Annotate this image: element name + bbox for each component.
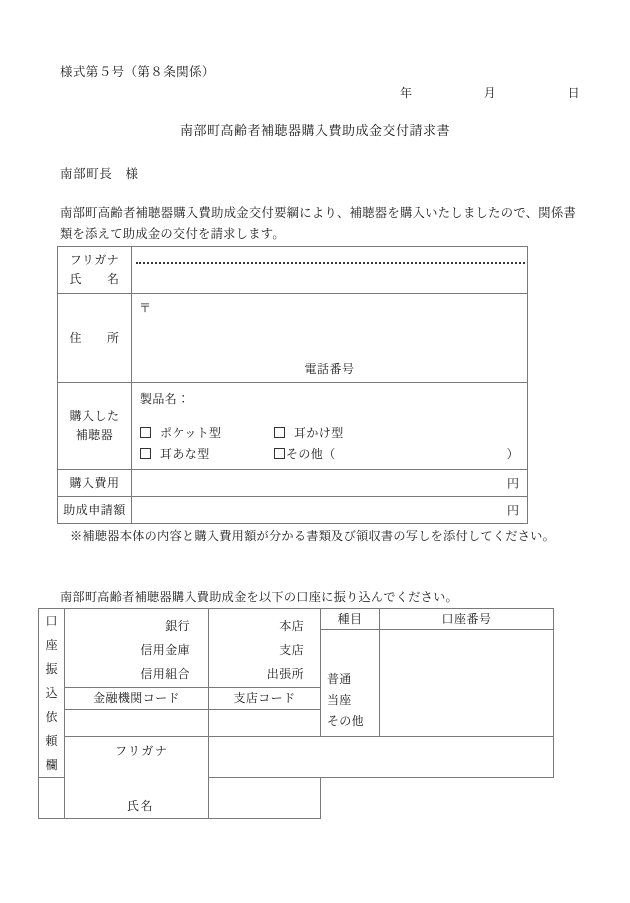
checkbox-row-1 xyxy=(140,422,521,443)
branch-name-cell[interactable] xyxy=(209,609,321,688)
date-entry-line xyxy=(400,84,580,101)
device-label-line1: 購入した xyxy=(69,409,120,423)
holder-furigana-label: フリガナ xyxy=(115,744,169,758)
address-label-cell xyxy=(58,294,132,383)
account-kind-options xyxy=(327,669,364,732)
checkbox-icon[interactable] xyxy=(140,427,151,438)
bank-transfer-intro: 南部町高齢者補聴器購入費助成金を以下の口座に振り込んでください。 xyxy=(60,590,458,604)
vertical-char: 込 xyxy=(45,686,58,700)
intro-paragraph: 南部町高齢者補聴器購入費助成金交付要綱により、補聴器を購入いたしましたので、関係書類を添えて助成金の交付を請求します。 xyxy=(60,206,576,241)
table-row-name xyxy=(58,247,528,294)
holder-furigana-input-cell[interactable] xyxy=(209,737,554,778)
account-number-header: 口座番号 xyxy=(380,609,553,630)
telephone-label: 電話番号 xyxy=(304,362,355,376)
account-kind-other[interactable]: その他 xyxy=(327,714,364,728)
account-kind-header: 種目 xyxy=(321,609,379,630)
bank-transfer-table xyxy=(38,608,554,819)
device-label-line2: 補聴器 xyxy=(75,428,114,442)
addressee: 南部町長 様 xyxy=(60,167,139,181)
bank-row-institution xyxy=(39,609,554,688)
checkbox-icon[interactable] xyxy=(274,448,285,459)
holder-label-cell xyxy=(65,737,209,819)
bank-section-vertical-label xyxy=(39,609,65,778)
checkbox-label: その他（ xyxy=(286,447,336,461)
page-title: 南部町高齢者補聴器購入費助成金交付請求書 xyxy=(179,123,450,138)
account-kind-ordinary[interactable]: 普通 xyxy=(327,672,352,686)
vertical-char: 欄 xyxy=(45,758,58,772)
postal-code-icon: 〒 xyxy=(139,301,152,315)
table-row-address xyxy=(58,294,528,383)
date-day-label: 日 xyxy=(567,86,580,100)
purchase-cost-input-cell[interactable] xyxy=(132,470,528,497)
branch-type-sub-branch[interactable]: 出張所 xyxy=(266,667,304,681)
subsidy-request-input-cell[interactable] xyxy=(132,497,528,524)
applicant-table xyxy=(57,246,528,524)
branch-code-label-cell: 支店コード xyxy=(209,688,321,710)
branch-type-branch[interactable]: 支店 xyxy=(279,643,304,657)
checkbox-label: 耳あな型 xyxy=(160,447,210,461)
checkbox-row-2 xyxy=(140,443,521,464)
subsidy-request-label: 助成申請額 xyxy=(63,502,126,517)
checkbox-option-behind-ear[interactable] xyxy=(274,424,521,441)
other-paren-close: ） xyxy=(506,447,519,461)
institution-type-credit-union[interactable]: 信用組合 xyxy=(140,667,190,681)
checkbox-label: ポケット型 xyxy=(160,426,222,440)
yen-unit-label: 円 xyxy=(506,503,519,518)
table-row-device xyxy=(58,383,528,470)
account-kind-cell[interactable] xyxy=(321,609,380,737)
institution-type-shinkin[interactable]: 信用金庫 xyxy=(140,643,190,657)
table-row-purchase-cost xyxy=(58,470,528,497)
purchase-cost-label-cell xyxy=(58,470,132,497)
device-type-checkbox-group xyxy=(140,422,521,464)
institution-code-input-cell[interactable] xyxy=(65,710,209,737)
name-input-cell[interactable] xyxy=(132,247,528,294)
attachment-note: ※補聴器本体の内容と購入費用額が分かる書類及び領収書の写しを添付してください。 xyxy=(70,529,556,543)
name-label-cell xyxy=(58,247,132,294)
institution-code-label-cell: 金融機関コード xyxy=(65,688,209,710)
device-input-cell[interactable] xyxy=(132,383,528,470)
account-kind-current[interactable]: 当座 xyxy=(327,693,352,707)
form-number: 様式第５号（第８条関係） xyxy=(60,65,215,79)
product-name-label: 製品名： xyxy=(140,392,190,406)
institution-type-list xyxy=(140,614,190,686)
furigana-label: フリガナ xyxy=(69,253,120,267)
table-row-subsidy-request xyxy=(58,497,528,524)
yen-unit-label: 円 xyxy=(506,476,519,491)
bank-row-holder xyxy=(39,737,554,778)
address-input-cell[interactable] xyxy=(132,294,528,383)
vertical-char: 振 xyxy=(45,662,58,676)
institution-type-bank[interactable]: 銀行 xyxy=(165,619,190,633)
purchase-cost-label: 購入費用 xyxy=(69,475,120,490)
checkbox-option-in-ear[interactable] xyxy=(140,445,274,462)
subsidy-request-label-cell xyxy=(58,497,132,524)
vertical-char: 座 xyxy=(45,638,58,652)
checkbox-label: 耳かけ型 xyxy=(294,426,344,440)
vertical-char: 口 xyxy=(45,614,58,628)
vertical-char: 依 xyxy=(45,710,58,724)
furigana-dotted-line xyxy=(136,262,525,264)
name-label: 氏 名 xyxy=(69,272,120,286)
vertical-char: 頼 xyxy=(45,734,58,748)
branch-type-list xyxy=(267,614,304,686)
address-label: 住 所 xyxy=(69,330,120,345)
checkbox-icon[interactable] xyxy=(140,448,151,459)
branch-code-input-cell[interactable] xyxy=(209,710,321,737)
device-label-cell xyxy=(58,383,132,470)
holder-name-label: 氏名 xyxy=(127,799,155,813)
checkbox-option-other[interactable] xyxy=(274,445,521,462)
date-year-label: 年 xyxy=(400,86,413,100)
checkbox-icon[interactable] xyxy=(274,427,285,438)
account-number-cell[interactable] xyxy=(380,609,554,737)
institution-name-cell[interactable] xyxy=(65,609,209,688)
checkbox-option-pocket[interactable] xyxy=(140,424,274,441)
branch-type-head-office[interactable]: 本店 xyxy=(279,619,304,633)
date-month-label: 月 xyxy=(483,86,497,100)
